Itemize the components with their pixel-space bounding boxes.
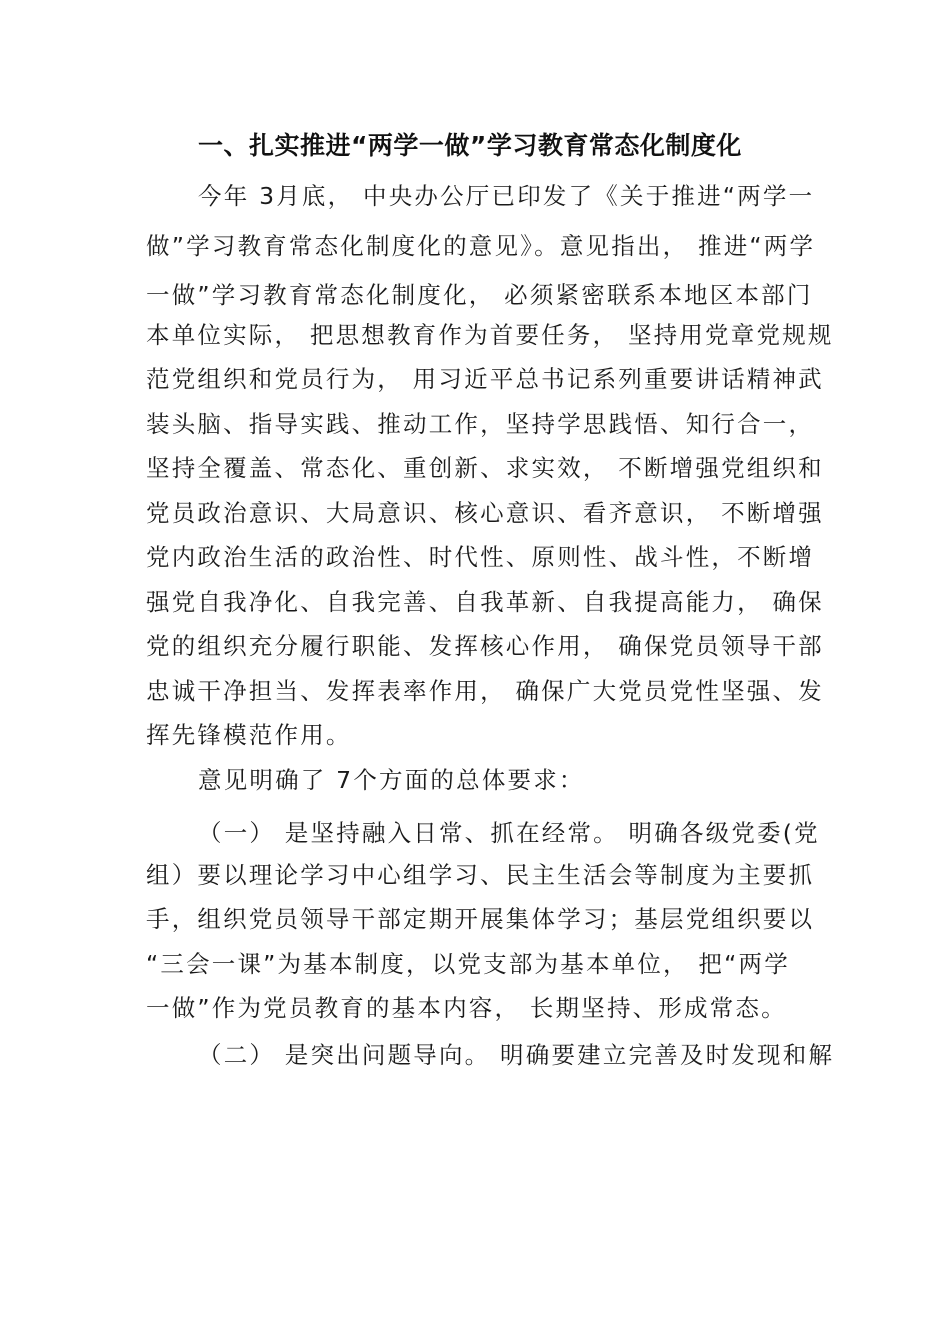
paragraph-line: 忠诚干净担当、发挥表率作用， 确保广大党员党性坚强、发 (146, 677, 824, 705)
paragraph-line: 党的组织充分履行职能、发挥核心作用， 确保党员领导干部 (146, 632, 824, 660)
paragraph-line: “三会一课”为基本制度，以党支部为基本单位， 把“两学 (146, 950, 790, 978)
paragraph-line: （一） 是坚持融入日常、抓在经常。 明确各级党委(党 (198, 819, 820, 847)
paragraph-line: 坚持全覆盖、常态化、重创新、求实效， 不断增强党组织和 (146, 454, 824, 482)
paragraph-line: 意见明确了 7个方面的总体要求： (198, 766, 585, 794)
paragraph-line: 手，组织党员领导干部定期开展集体学习；基层党组织要以 (146, 905, 815, 933)
paragraph-line: 强党自我净化、自我完善、自我革新、自我提高能力， 确保 (146, 588, 824, 616)
paragraph-line: 做”学习教育常态化制度化的意见》。意见指出， 推进“两学 (146, 232, 816, 260)
paragraph-line: 一做”学习教育常态化制度化， 必须紧密联系本地区本部门 (146, 281, 813, 309)
paragraph-line: 今年 3月底， 中央办公厅已印发了《关于推进“两学一 (198, 182, 815, 210)
paragraph-line: 范党组织和党员行为， 用习近平总书记系列重要讲话精神武 (146, 365, 824, 393)
paragraph-line: 一做”作为党员教育的基本内容， 长期坚持、形成常态。 (146, 994, 787, 1022)
paragraph-line: 党员政治意识、大局意识、核心意识、看齐意识， 不断增强 (146, 499, 824, 527)
section-heading: 一、扎实推进“两学一做”学习教育常态化制度化 (198, 131, 742, 160)
paragraph-line: （二） 是突出问题导向。 明确要建立完善及时发现和解 (198, 1041, 835, 1069)
paragraph-line: 挥先锋模范作用。 (146, 721, 352, 749)
paragraph-line: 本单位实际， 把思想教育作为首要任务， 坚持用党章党规规 (146, 321, 834, 349)
paragraph-line: 党内政治生活的政治性、时代性、原则性、战斗性，不断增 (146, 543, 815, 571)
paragraph-line: 装头脑、指导实践、推动工作，坚持学思践悟、知行合一， (146, 410, 815, 438)
paragraph-line: 组）要以理论学习中心组学习、民主生活会等制度为主要抓 (146, 861, 815, 889)
